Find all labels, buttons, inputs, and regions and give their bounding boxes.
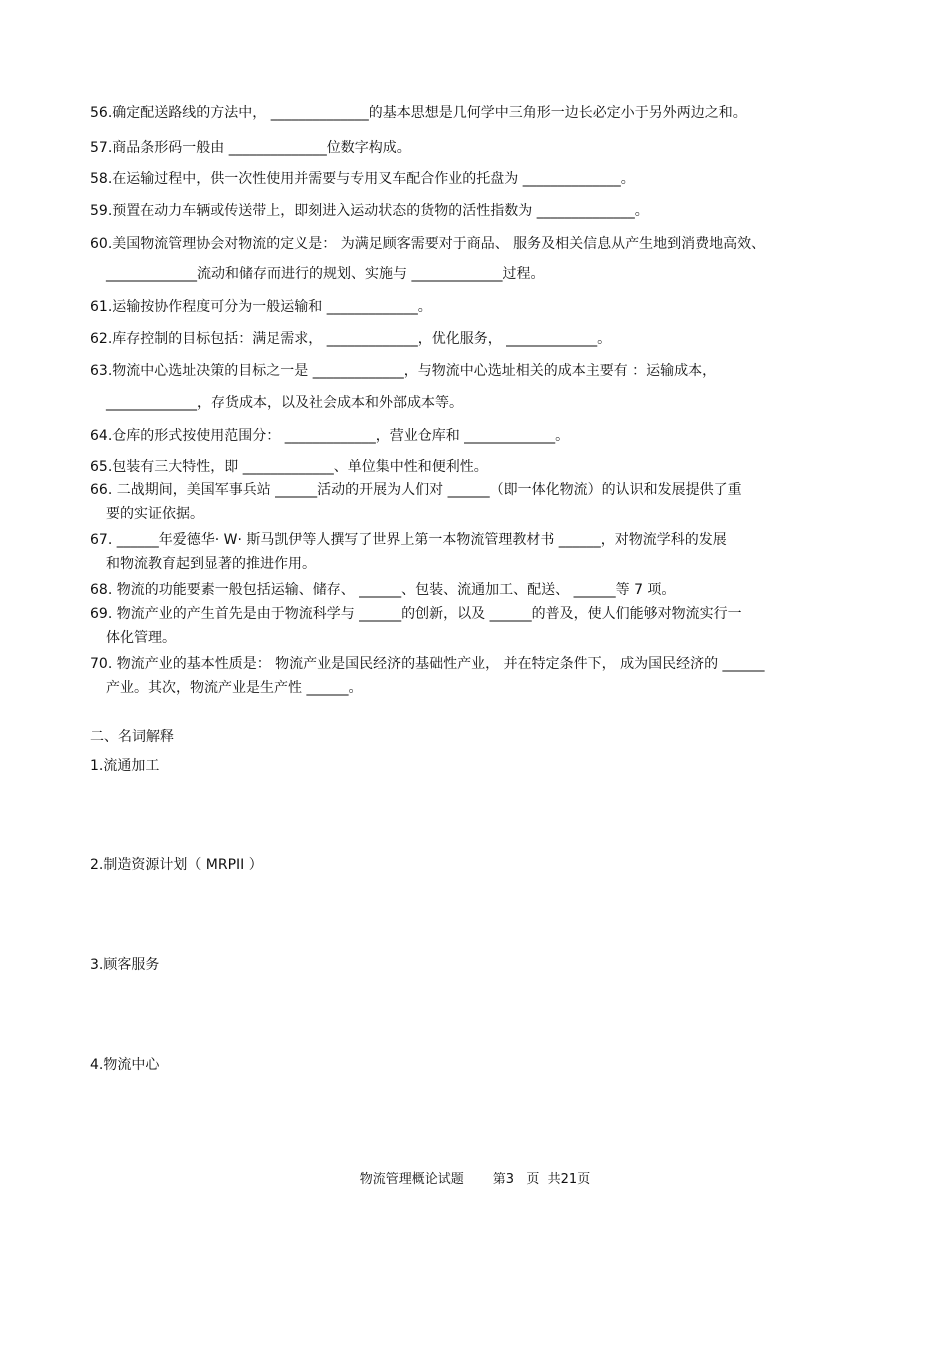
- question-line: _____________流动和储存而进行的规划、实施与 _____________过程。: [106, 266, 545, 282]
- question-line: 68. 物流的功能要素一般包括运输、储存、 ______、包装、流通加工、配送、 ______等 7 项。: [90, 582, 676, 598]
- term-item: 1.流通加工: [90, 758, 160, 774]
- question-line: 59.预置在动力车辆或传送带上，即刻进入运动状态的货物的活性指数为 ______________。: [90, 203, 649, 219]
- question-line: _____________，存货成本，以及社会成本和外部成本等。: [106, 395, 463, 411]
- term-item: 4.物流中心: [90, 1057, 160, 1073]
- question-line: 62.库存控制的目标包括：满足需求， _____________，优化服务， _____________。: [90, 331, 612, 347]
- question-line: 67. ______年爱德华· W· 斯马凯伊等人撰写了世界上第一本物流管理教材书 ______，对物流学科的发展: [90, 532, 727, 548]
- question-line: 58.在运输过程中，供一次性使用并需要与专用叉车配合作业的托盘为 ______________。: [90, 171, 635, 187]
- term-item: 2.制造资源计划（ MRPII ）: [90, 857, 263, 873]
- question-line: 体化管理。: [106, 630, 176, 646]
- question-line: 和物流教育起到显著的推进作用。: [106, 556, 316, 572]
- page-footer: 物流管理概论试题 第3 页 共21页: [359, 1172, 591, 1187]
- question-line: 产业。其次，物流产业是生产性 ______。: [106, 680, 363, 696]
- question-line: 63.物流中心选址决策的目标之一是 _____________，与物流中心选址相关的成本主要有 ：运输成本，: [90, 363, 717, 379]
- question-line: 69. 物流产业的产生首先是由于物流科学与 ______的创新，以及 ______的普及，使人们能够对物流实行一: [90, 606, 742, 622]
- question-line: 57.商品条形码一般由 ______________位数字构成。: [90, 140, 411, 156]
- question-line: 66. 二战期间，美国军事兵站 ______活动的开展为人们对 ______（即一体化物流）的认识和发展提供了重: [90, 482, 742, 498]
- question-line: 65.包装有三大特性，即 _____________、单位集中性和便利性。: [90, 459, 488, 475]
- section-title: 二、名词解释: [90, 729, 174, 745]
- question-line: 61.运输按协作程度可分为一般运输和 _____________。: [90, 299, 432, 315]
- question-line: 56.确定配送路线的方法中， ______________的基本思想是几何学中三角形一边长必定小于另外两边之和。: [90, 105, 747, 121]
- question-line: 要的实证依据。: [106, 506, 204, 522]
- question-line: 60.美国物流管理协会对物流的定义是： 为满足顾客需要对于商品、 服务及相关信息从产生地到消费地高效、: [90, 236, 766, 252]
- term-item: 3.顾客服务: [90, 957, 160, 973]
- question-line: 70. 物流产业的基本性质是： 物流产业是国民经济的基础性产业， 并在特定条件下， 成为国民经济的 ______: [90, 656, 765, 672]
- question-line: 64.仓库的形式按使用范围分： _____________，营业仓库和 _____________。: [90, 428, 570, 444]
